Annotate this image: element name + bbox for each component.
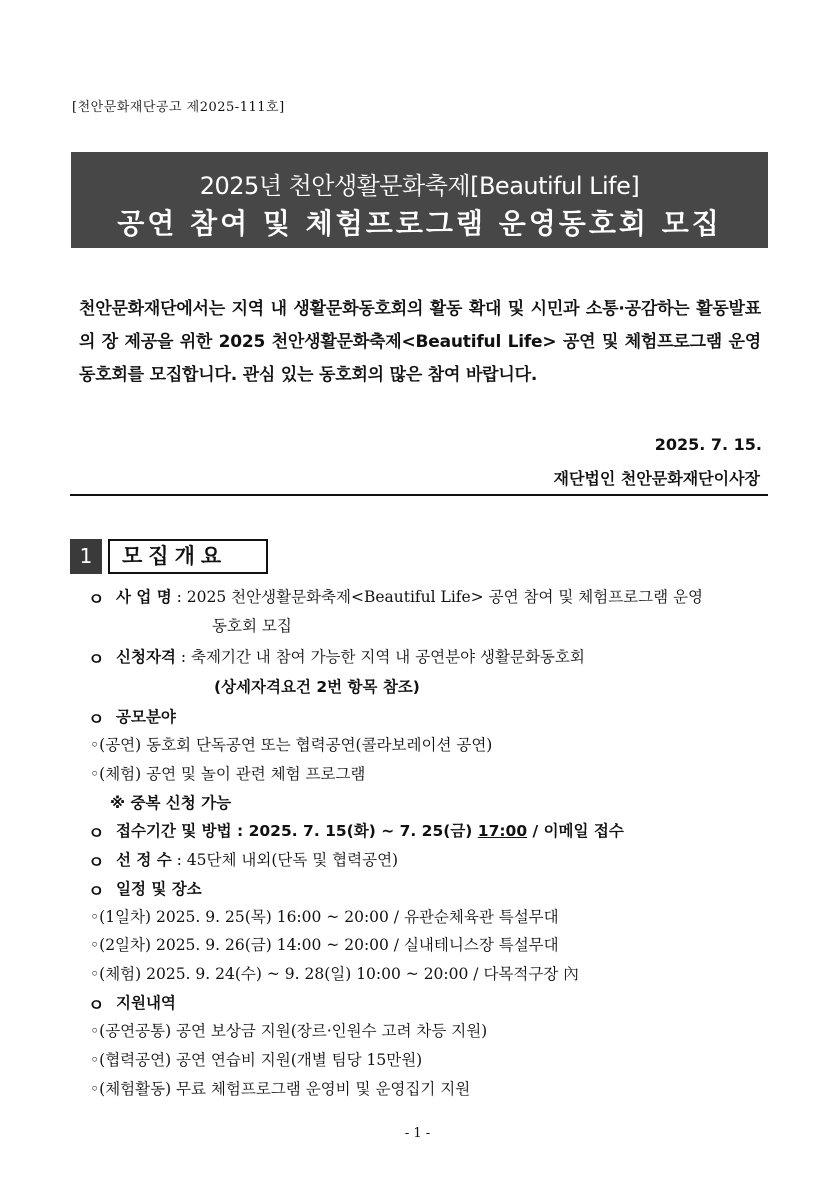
section-number: 1 (70, 539, 102, 574)
item-count (116, 848, 398, 870)
intro-paragraph: 천안문화재단에서는 지역 내 생활문화동호회의 활동 확대 및 시민과 소통·공감하는 활동발표의 장 제공을 위한 2025 천안생활문화축제<Beautiful Life> 공연 및 체험프로그램 운영 동호회를 모집합니다. 관심 있는 동호회의 많은 참여 바랍니다. (79, 299, 761, 385)
item-eligibility (116, 645, 585, 667)
support-item-experience: ◦(체험활동) 무료 체험프로그램 운영비 및 운영집기 지원 (90, 1080, 471, 1098)
item-period (116, 819, 624, 841)
bullet-icon: ㅇ (88, 650, 105, 670)
project-value-cont: 동호회 모집 (212, 617, 292, 635)
bullet-icon: ㅇ (88, 853, 105, 873)
bullet-icon: ㅇ (88, 590, 105, 610)
schedule-day-1: ◦(1일차) 2025. 9. 25(목) 16:00 ~ 20:00 / 유관순체육관 특설무대 (90, 908, 559, 926)
project-value: : 2025 천안생활문화축제<Beautiful Life> 공연 참여 및 체험프로그램 운영 (176, 588, 703, 606)
count-label: 선 정 수 (116, 851, 172, 869)
schedule-day-2: ◦(2일차) 2025. 9. 26(금) 14:00 ~ 20:00 / 실내테니스장 특설무대 (90, 936, 559, 954)
title-line-2: 공연 참여 및 체험프로그램 운영동호회 모집 (117, 207, 722, 240)
issuer-name: 재단법인 천안문화재단이사장 (553, 469, 760, 488)
support-item-common: ◦(공연공통) 공연 보상금 지원(장르·인원수 고려 차등 지원) (90, 1022, 488, 1040)
page-number: - 1 - (404, 1126, 431, 1141)
period-deadline-time: 17:00 (477, 822, 528, 840)
title-line-1: 2025년 천안생활문화축제[Beautiful Life] (199, 172, 640, 200)
schedule-experience: ◦(체험) 2025. 9. 24(수) ~ 9. 28(일) 10:00 ~ 20:00 / 다목적구장 內 (90, 965, 579, 983)
count-value: : 45단체 내외(단독 및 협력공연) (176, 851, 399, 869)
bullet-icon: ㅇ (88, 996, 105, 1016)
fields-note: ※ 중복 신청 가능 (110, 794, 232, 812)
bullet-icon: ㅇ (88, 824, 105, 844)
schedule-label: 일정 및 장소 (116, 880, 202, 898)
fields-item-experience: ◦(체험) 공연 및 놀이 관련 체험 프로그램 (90, 765, 366, 783)
period-method: / 이메일 접수 (527, 822, 624, 840)
section-title: 모집개요 (108, 539, 268, 574)
project-label: 사 업 명 (116, 588, 172, 606)
notice-number: [천안문화재단공고 제2025-111호] (72, 100, 285, 115)
period-value: : 2025. 7. 15(화) ~ 7. 25(금) (237, 822, 478, 840)
eligibility-value: : 축제기간 내 참여 가능한 지역 내 공연분야 생활문화동호회 (180, 648, 585, 666)
bullet-icon: ㅇ (88, 710, 105, 730)
divider-line (70, 494, 768, 496)
support-label: 지원내역 (116, 994, 176, 1012)
bullet-icon: ㅇ (88, 882, 105, 902)
eligibility-note: (상세자격요건 2번 항목 참조) (214, 678, 420, 696)
publish-date: 2025. 7. 15. (654, 435, 762, 454)
period-label: 접수기간 및 방법 (116, 822, 232, 840)
eligibility-label: 신청자격 (116, 648, 176, 666)
fields-label: 공모분야 (116, 708, 176, 726)
item-project (116, 585, 703, 607)
title-banner (71, 152, 768, 248)
fields-item-performance: ◦(공연) 동호회 단독공연 또는 협력공연(콜라보레이션 공연) (90, 736, 493, 754)
support-item-collab: ◦(협력공연) 공연 연습비 지원(개별 팀당 15만원) (90, 1051, 423, 1069)
